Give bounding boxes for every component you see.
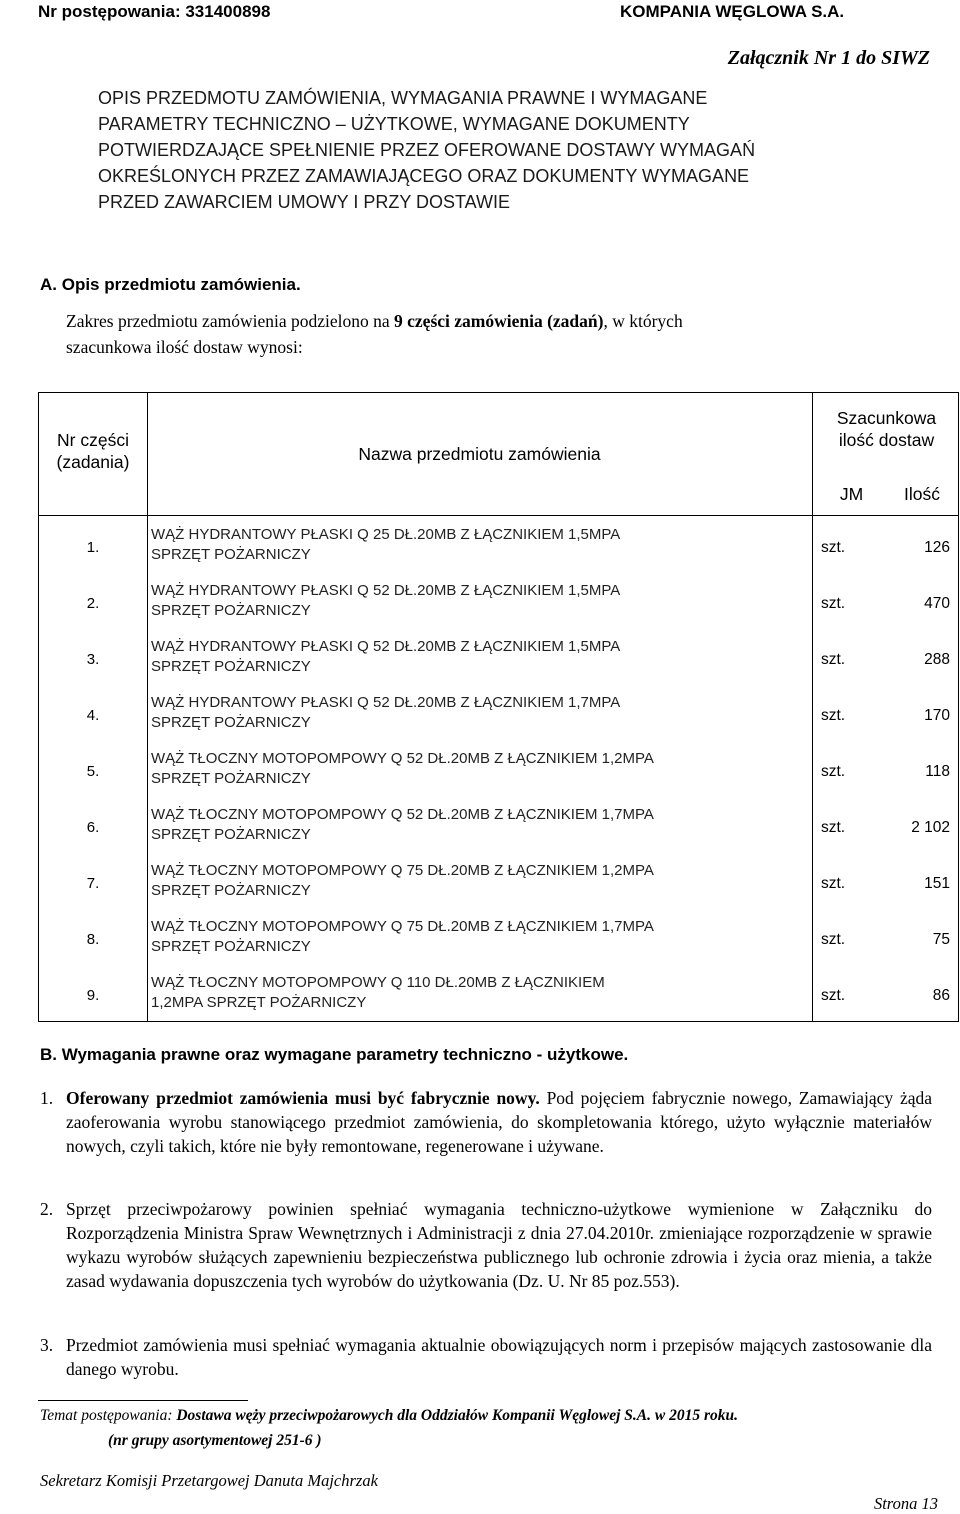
row-name-line1: WĄŻ TŁOCZNY MOTOPOMPOWY Q 75 DŁ.20MB Z ŁĄCZNIKIEM 1,7MPA: [151, 918, 654, 935]
row-number: 8.: [86, 931, 100, 948]
row-unit: szt.: [821, 987, 846, 1004]
row-number: 9.: [86, 987, 100, 1004]
section-a-heading: A. Opis przedmiotu zamówienia.: [40, 275, 301, 294]
row-name-line1: WĄŻ HYDRANTOWY PŁASKI Q 52 DŁ.20MB Z ŁĄCZNIKIEM 1,7MPA: [151, 694, 621, 711]
col-estimate-header: Szacunkowa ilość dostaw: [836, 408, 937, 450]
title-line: PRZED ZAWARCIEM UMOWY I PRZY DOSTAWIE: [98, 192, 511, 212]
row-name-line2: SPRZĘT POŻARNICZY: [151, 714, 311, 731]
row-quantity: 126: [924, 539, 950, 556]
row-name-line2: SPRZĘT POŻARNICZY: [151, 882, 311, 899]
row-name-line1: WĄŻ HYDRANTOWY PŁASKI Q 52 DŁ.20MB Z ŁĄCZNIKIEM 1,5MPA: [151, 582, 621, 599]
row-number: 7.: [86, 875, 100, 892]
requirement-1: [40, 1086, 932, 1158]
row-name-line1: WĄŻ TŁOCZNY MOTOPOMPOWY Q 52 DŁ.20MB Z ŁĄCZNIKIEM 1,7MPA: [151, 806, 654, 823]
row-quantity: 86: [932, 987, 950, 1004]
row-quantity: 75: [932, 931, 950, 948]
footer-rule: [38, 1400, 248, 1401]
row-quantity: 118: [925, 763, 950, 780]
footer-group: (nr grupy asortymentowej 251-6 ): [108, 1432, 322, 1449]
title-line: OKREŚLONYCH PRZEZ ZAMAWIAJĄCEGO ORAZ DOKUMENTY WYMAGANE: [98, 166, 750, 186]
req-2-text: Sprzęt przeciwpożarowy powinien spełniać wymagania techniczno-użytkowe wymienione w Załączniku do Rozporządzenia Ministra Spraw Wewnętrznych i Administracji z dnia 27.04.2010r. zmieniające rozporządzenie w sprawie wykazu wyrobów służących zapewnieniu bezpieczeństwa publicznego lub ochronie zdrowia i życia oraz mienia, a także zasad wydawania dopuszczenia tych wyrobów do użytkowania (Dz. U. Nr 85 poz.553).: [66, 1199, 932, 1291]
row-number: 2.: [86, 595, 100, 612]
col-name-header: Nazwa przedmiotu zamówienia: [358, 444, 601, 464]
row-number: 3.: [86, 651, 100, 668]
row-unit: szt.: [821, 931, 846, 948]
row-quantity: 2 102: [911, 819, 950, 836]
page-number: Strona 13: [873, 1494, 938, 1513]
row-unit: szt.: [821, 819, 846, 836]
section-a-intro: [66, 308, 932, 360]
orders-table: [38, 392, 959, 1022]
row-unit: szt.: [821, 707, 846, 724]
title-line: POTWIERDZAJĄCE SPEŁNIENIE PRZEZ OFEROWANE DOSTAWY WYMAGAŃ: [98, 140, 756, 160]
intro-bold: 9 części zamówienia (zadań): [394, 311, 604, 331]
row-number: 1.: [86, 539, 100, 556]
intro-line2: szacunkowa ilość dostaw wynosi:: [66, 337, 303, 357]
row-name-line2: SPRZĘT POŻARNICZY: [151, 770, 311, 787]
row-quantity: 170: [924, 707, 950, 724]
row-name-line2: SPRZĘT POŻARNICZY: [151, 658, 311, 675]
row-name-line1: WĄŻ HYDRANTOWY PŁASKI Q 52 DŁ.20MB Z ŁĄCZNIKIEM 1,5MPA: [151, 638, 621, 655]
case-number: Nr postępowania: 331400898: [38, 2, 271, 21]
title-line: PARAMETRY TECHNICZNO – UŻYTKOWE, WYMAGANE DOKUMENTY: [98, 114, 690, 134]
row-unit: szt.: [821, 763, 846, 780]
footer-secretary: Sekretarz Komisji Przetargowej Danuta Majchrzak: [40, 1471, 378, 1490]
row-unit: szt.: [821, 875, 846, 892]
requirement-3: [40, 1333, 932, 1381]
row-unit: szt.: [821, 539, 846, 556]
row-name-line2: SPRZĘT POŻARNICZY: [151, 826, 311, 843]
row-name-line1: WĄŻ TŁOCZNY MOTOPOMPOWY Q 52 DŁ.20MB Z ŁĄCZNIKIEM 1,2MPA: [151, 750, 654, 767]
footer-topic-text: Dostawa węży przeciwpożarowych dla Oddziałów Kompanii Węglowej S.A. w 2015 roku.: [176, 1407, 739, 1424]
footer-topic-label: Temat postępowania:: [40, 1407, 173, 1424]
req-1-bold: Oferowany przedmiot zamówienia musi być fabrycznie nowy.: [66, 1088, 540, 1108]
row-unit: szt.: [821, 651, 846, 668]
row-name-line2: SPRZĘT POŻARNICZY: [151, 938, 311, 955]
intro-after: , w których: [603, 311, 683, 331]
row-name-line1: WĄŻ TŁOCZNY MOTOPOMPOWY Q 110 DŁ.20MB Z ŁĄCZNIKIEM: [151, 974, 605, 991]
footer-topic: [40, 1407, 738, 1425]
title-line: OPIS PRZEDMOTU ZAMÓWIENIA, WYMAGANIA PRAWNE I WYMAGANE: [98, 88, 708, 108]
row-name-line2: SPRZĘT POŻARNICZY: [151, 602, 311, 619]
section-b-heading: B. Wymagania prawne oraz wymagane parametry techniczno - użytkowe.: [40, 1045, 629, 1064]
row-name-line2: 1,2MPA SPRZĘT POŻARNICZY: [151, 994, 367, 1011]
req-number: 1.: [40, 1088, 54, 1108]
row-number: 4.: [86, 707, 100, 724]
req-1-text: Pod pojęciem fabrycznie nowego, Zamawiający żąda zaoferowania wyrobu stanowiącego przedmiot zamówienia, do skompletowania którego, użyto wyłącznie materiałów nowych, czyli takich, które nie były remontowane, regenerowane i używane.: [66, 1088, 932, 1156]
col-jm-header: JM: [839, 484, 864, 504]
row-unit: szt.: [821, 595, 846, 612]
row-name-line1: WĄŻ TŁOCZNY MOTOPOMPOWY Q 75 DŁ.20MB Z ŁĄCZNIKIEM 1,2MPA: [151, 862, 654, 879]
req-3-text: Przedmiot zamówienia musi spełniać wymagania aktualnie obowiązujących norm i przepisów mających zastosowanie dla danego wyrobu.: [66, 1335, 932, 1379]
document-title: [98, 85, 878, 215]
intro-text: Zakres przedmiotu zamówienia podzielono na: [66, 311, 390, 331]
row-number: 5.: [86, 763, 100, 780]
col-qty-header: Ilość: [904, 484, 940, 504]
row-quantity: 288: [924, 651, 950, 668]
annex-label: Załącznik Nr 1 do SIWZ: [727, 47, 930, 69]
row-quantity: 470: [924, 595, 950, 612]
requirement-2: [40, 1197, 932, 1293]
req-number: 3.: [40, 1335, 54, 1355]
req-number: 2.: [40, 1199, 54, 1219]
row-name-line1: WĄŻ HYDRANTOWY PŁASKI Q 25 DŁ.20MB Z ŁĄCZNIKIEM 1,5MPA: [151, 526, 621, 543]
row-number: 6.: [86, 819, 100, 836]
company-name: KOMPANIA WĘGLOWA S.A.: [620, 2, 845, 21]
col-part-header: Nr części (zadania): [56, 430, 130, 472]
row-name-line2: SPRZĘT POŻARNICZY: [151, 546, 311, 563]
row-quantity: 151: [924, 875, 950, 892]
